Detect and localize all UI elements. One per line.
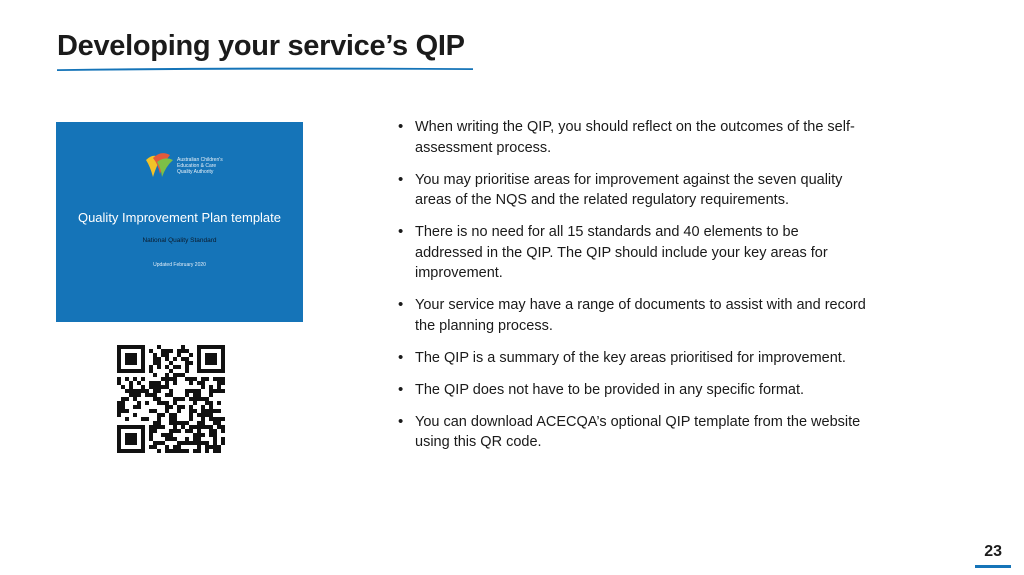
- bullet-item: • When writing the QIP, you should reflect on the outcomes of the self-assessment process.: [398, 117, 868, 158]
- qip-template-cover-image: [56, 122, 303, 322]
- bullet-list: [398, 117, 868, 464]
- cover-org-line: Education & Care: [177, 163, 217, 169]
- bullet-item: • There is no need for all 15 standards and 40 elements to be addressed in the QIP. The QIP should include your key areas for improvement.: [398, 222, 868, 284]
- cover-org-line: Quality Authority: [177, 169, 214, 175]
- bullet-item: • The QIP is a summary of the key areas prioritised for improvement.: [398, 348, 868, 369]
- cover-title: Quality Improvement Plan template: [77, 210, 282, 225]
- cover-org-name: [177, 157, 223, 175]
- page-number: 23: [984, 543, 1002, 560]
- cover-date: Updated February 2020: [153, 262, 206, 268]
- bullet-item: • You can download ACECQA’s optional QIP template from the website using this QR code.: [398, 412, 868, 453]
- bullet-item: • You may prioritise areas for improvement against the seven quality areas of the NQS and the related regulatory requirements.: [398, 170, 868, 211]
- qr-code-icon[interactable]: [117, 345, 225, 453]
- acecqa-logo-icon: [144, 150, 174, 178]
- title-underline: [57, 66, 473, 71]
- bullet-item: • Your service may have a range of documents to assist with and record the planning process.: [398, 295, 868, 336]
- page-number-underline: [975, 565, 1011, 568]
- cover-org-line: Australian Children's: [177, 157, 223, 163]
- cover-subtitle: National Quality Standard: [142, 237, 217, 244]
- slide-title: Developing your service’s QIP: [57, 30, 465, 62]
- bullet-item: • The QIP does not have to be provided in any specific format.: [398, 380, 868, 401]
